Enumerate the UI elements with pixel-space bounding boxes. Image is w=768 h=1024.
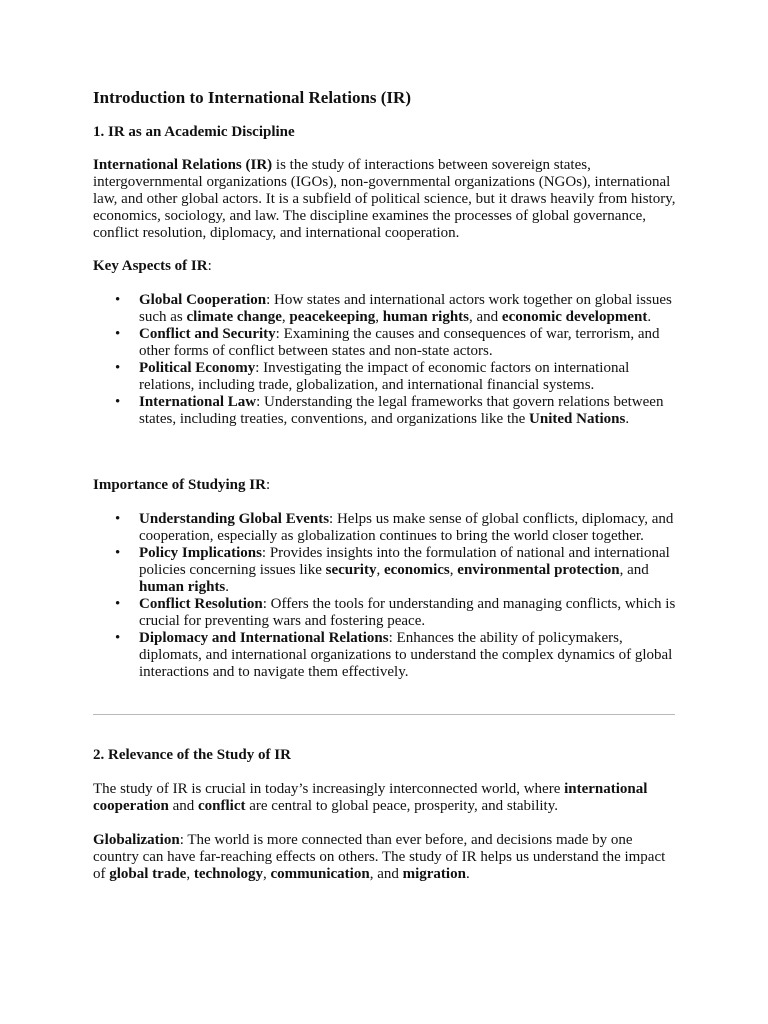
section-2-paragraph-2: Globalization: The world is more connected than ever before, and decisions made by one country can have far-reaching effects on others. The study of IR helps us understand the impact of global trade, technology, communication, and migration.: [93, 832, 666, 882]
importance-label: Importance of Studying IR:: [93, 477, 271, 493]
section-1-intro-paragraph: International Relations (IR) is the study of interactions between sovereign states, intergovernmental organizations (IGOs), non-governmental organizations (NGOs), international law, and other global actors. It is a subfield of political science, but it draws heavily from history, economics, sociology, and law. The discipline examines the processes of global governance, conflict resolution, diplomacy, and international cooperation.: [93, 157, 676, 241]
bullet-icon: •: [115, 545, 121, 561]
bullet-icon: •: [115, 360, 121, 376]
bullet-icon: •: [115, 630, 121, 646]
bullet-icon: •: [115, 596, 121, 612]
section-1-heading: 1. IR as an Academic Discipline: [93, 124, 295, 140]
list-item: • Political Economy: Investigating the impact of economic factors on international relations, including trade, globalization, and international financial systems.: [115, 360, 630, 393]
key-aspects-label: Key Aspects of IR:: [93, 258, 212, 274]
importance-list: [93, 511, 678, 681]
list-item: • Understanding Global Events: Helps us make sense of global conflicts, diplomacy, and cooperation, especially as globalization continues to bring the world closer together.: [115, 511, 674, 544]
list-item: • Global Cooperation: How states and international actors work together on global issues such as climate change, peacekeeping, human rights, and economic development.: [115, 292, 672, 325]
list-item: • Conflict and Security: Examining the causes and consequences of war, terrorism, and other forms of conflict between states and non-state actors.: [115, 326, 660, 359]
list-item: • Conflict Resolution: Offers the tools for understanding and managing conflicts, which is crucial for preventing wars and fostering peace.: [115, 596, 676, 629]
list-item: • Diplomacy and International Relations: Enhances the ability of policymakers, diplomats, and international organizations to understand the complex dynamics of global interactions and to navigate them effectively.: [115, 630, 673, 680]
list-item: • Policy Implications: Provides insights into the formulation of national and international policies concerning issues like security, economics, environmental protection, and human rights.: [115, 545, 670, 595]
bullet-icon: •: [115, 511, 121, 527]
list-item: • International Law: Understanding the legal frameworks that govern relations between states, including treaties, conventions, and organizations like the United Nations.: [115, 394, 664, 427]
key-aspects-list: [93, 292, 678, 428]
bullet-icon: •: [115, 394, 121, 410]
bullet-icon: •: [115, 326, 121, 342]
section-2-heading: 2. Relevance of the Study of IR: [93, 747, 291, 763]
bullet-icon: •: [115, 292, 121, 308]
section-2-paragraph-1: The study of IR is crucial in today’s increasingly interconnected world, where international cooperation and conflict are central to global peace, prosperity, and stability.: [93, 781, 648, 814]
section-divider: [93, 714, 675, 715]
document-title: Introduction to International Relations (IR): [93, 88, 411, 107]
